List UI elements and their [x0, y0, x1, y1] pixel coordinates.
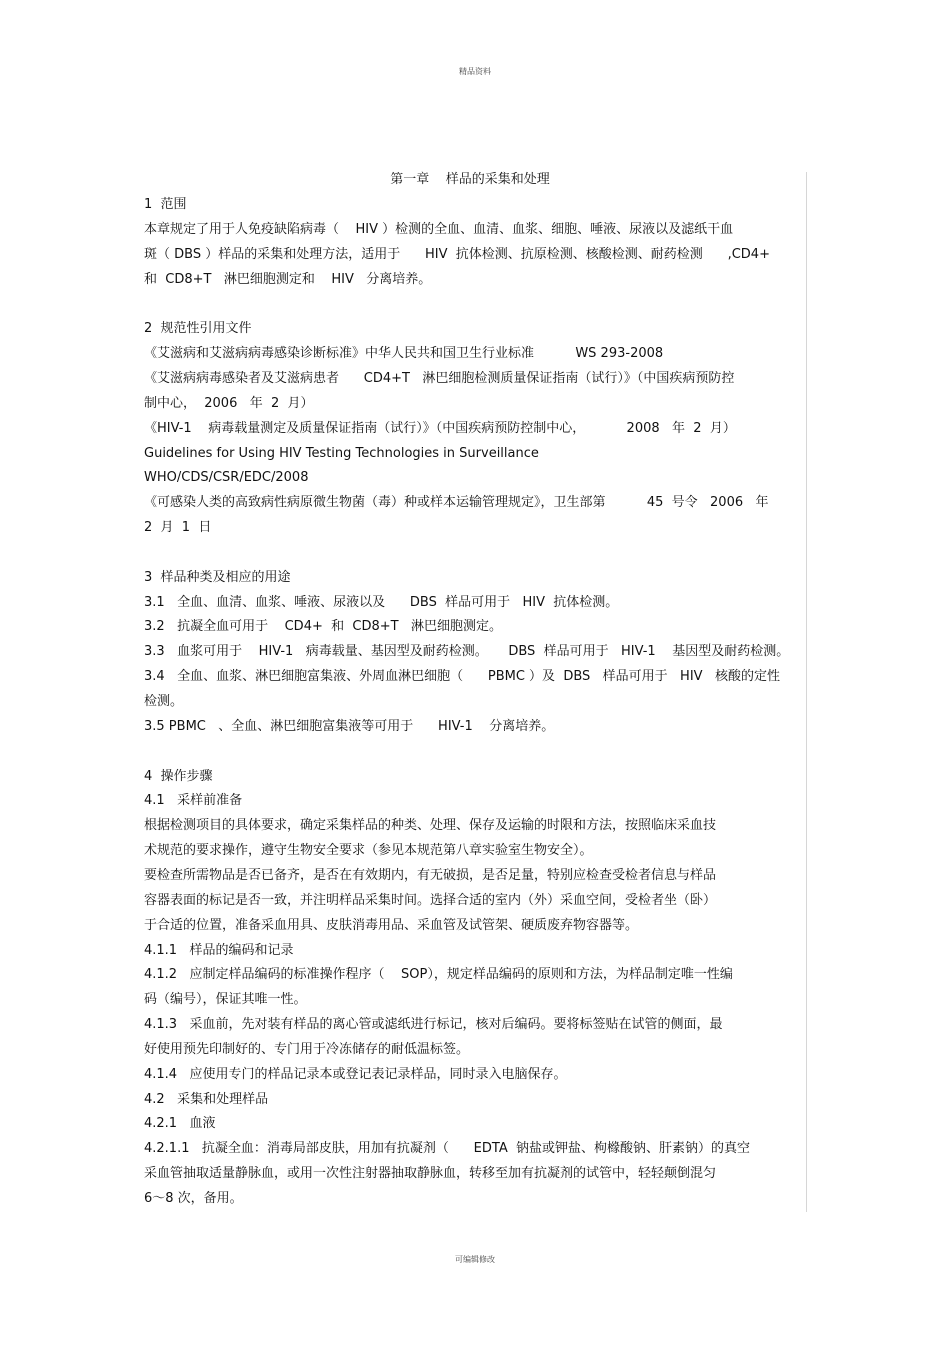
text-line: 和 CD8+T 淋巴细胞测定和 HIV 分离培养。 [144, 271, 432, 287]
text-line: 2 月 1 日 [144, 520, 212, 536]
text-line: 容器表面的标记是否一致，并注明样品采集时间。选择合适的室内（外）采血空间，受检者坐（卧） [144, 892, 717, 908]
text-line: 4 操作步骤 [144, 768, 213, 784]
text-line: 《艾滋病和艾滋病病毒感染诊断标准》中华人民共和国卫生行业标准 WS 293-2008 [144, 346, 664, 362]
text-line: 好使用预先印制好的、专门用于冷冻储存的耐低温标签。 [144, 1041, 470, 1057]
text-line: 检测。 [144, 694, 184, 709]
text-line: 3.4 全血、血浆、淋巴细胞富集液、外周血淋巴细胞（ PBMC ）及 DBS 样品可用于 HIV 核酸的定性 [144, 669, 780, 685]
text-line: 1 范围 [144, 197, 187, 212]
text-line: 3.2 抗凝全血可用于 CD4+ 和 CD8+T 淋巴细胞测定。 [144, 619, 502, 635]
margin-rule [806, 172, 807, 1212]
text-line: 术规范的要求操作，遵守生物安全要求（参见本规范第八章实验室生物安全）。 [144, 843, 593, 859]
chapter-title: 第一章 样品的采集和处理 [390, 172, 550, 187]
text-line: 4.1.3 采血前，先对装有样品的离心管或滤纸进行标记，核对后编码。要将标签贴在试管的侧面，最 [144, 1017, 723, 1033]
text-line: 码（编号），保证其唯一性。 [144, 992, 307, 1008]
text-line: 4.1 采样前准备 [144, 793, 243, 809]
text-line: 4.2.1.1 抗凝全血：消毒局部皮肤，用加有抗凝剂（ EDTA 钠盐或钾盐、枸橼酸钠、肝素钠）的真空 [144, 1141, 750, 1157]
text-line: 本章规定了用于人免疫缺陷病毒（ HIV ）检测的全血、血清、血浆、细胞、唾液、尿液以及滤纸干血 [144, 221, 734, 237]
text-line: 3.3 血浆可用于 HIV-1 病毒载量、基因型及耐药检测。 DBS 样品可用于 HIV-1 基因型及耐药检测。 [144, 644, 790, 660]
text-line: 2 规范性引用文件 [144, 321, 252, 337]
page-header: 精品资料 [459, 67, 491, 76]
text-line: 《可感染人类的高致病性病原微生物菌（毒）种或样本运输管理规定》，卫生部第 45 号令 2006 年 [144, 495, 769, 511]
text-line: 于合适的位置，准备采血用具、皮肤消毒用品、采血管及试管架、硬质废弃物容器等。 [144, 917, 639, 933]
text-line: 3 样品种类及相应的用途 [144, 569, 291, 585]
text-line: 斑（ DBS ）样品的采集和处理方法，适用于 HIV 抗体检测、抗原检测、核酸检测、耐药检测 ,CD4+ [144, 246, 770, 262]
text-line: 3.5 PBMC 、全血、淋巴细胞富集液等可用于 HIV-1 分离培养。 [144, 718, 555, 734]
text-line: 要检查所需物品是否已备齐，是否在有效期内，有无破损，是否足量，特别应检查受检者信息与样品 [144, 867, 717, 883]
text-line: 4.2 采集和处理样品 [144, 1091, 269, 1107]
text-line: 4.2.1 血液 [144, 1116, 216, 1132]
text-line: Guidelines for Using HIV Testing Technologies in Surveillance [144, 445, 539, 461]
text-line: 6～8 次，备用。 [144, 1191, 243, 1206]
text-line: 根据检测项目的具体要求，确定采集样品的种类、处理、保存及运输的时限和方法，按照临床采血技 [144, 818, 717, 834]
text-line: 采血管抽取适量静脉血，或用一次性注射器抽取静脉血，转移至加有抗凝剂的试管中，轻轻颠倒混匀 [144, 1166, 717, 1182]
text-line: WHO/CDS/CSR/EDC/2008 [144, 470, 309, 486]
text-line: 4.1.4 应使用专门的样品记录本或登记表记录样品，同时录入电脑保存。 [144, 1066, 567, 1082]
text-line: 《HIV-1 病毒载量测定及质量保证指南（试行）》（中国疾病预防控制中心， 2008 年 2 月） [144, 420, 736, 436]
text-line: 《艾滋病病毒感染者及艾滋病患者 CD4+T 淋巴细胞检测质量保证指南（试行）》（中国疾病预防控 [144, 370, 735, 386]
text-line: 制中心， 2006 年 2 月） [144, 395, 314, 411]
text-line: 4.1.2 应制定样品编码的标准操作程序（ SOP），规定样品编码的原则和方法，为样品制定唯一性编 [144, 967, 733, 983]
page-footer: 可编辑修改 [455, 1255, 495, 1264]
text-line: 3.1 全血、血清、血浆、唾液、尿液以及 DBS 样品可用于 HIV 抗体检测。 [144, 594, 619, 610]
text-line: 4.1.1 样品的编码和记录 [144, 942, 294, 958]
